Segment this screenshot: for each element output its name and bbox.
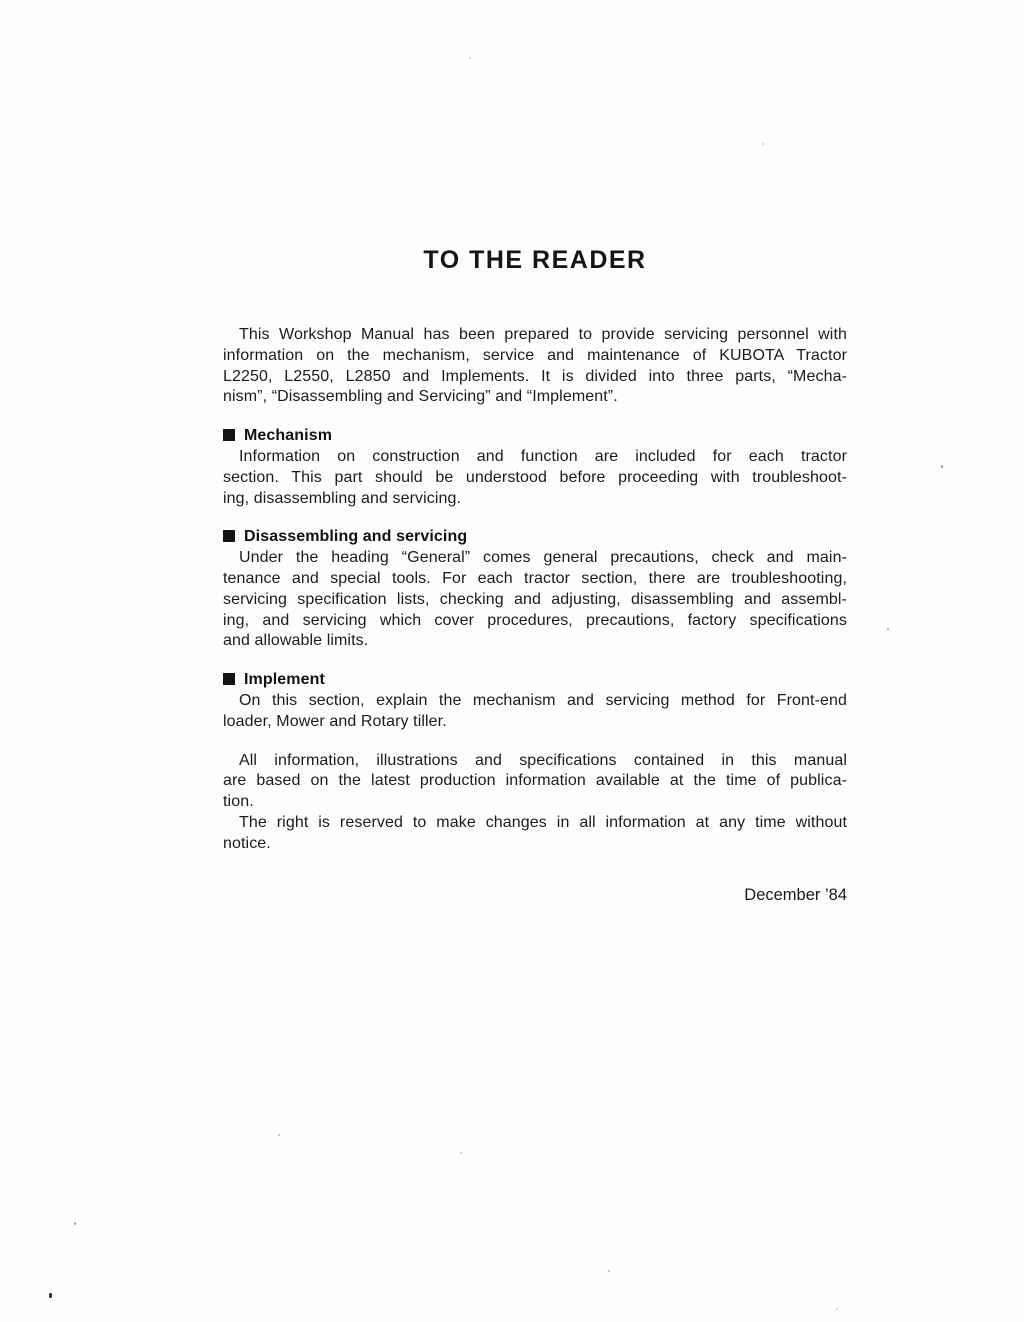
paragraph-block: [223, 691, 847, 733]
scan-speck: [469, 57, 471, 59]
section-heading: [223, 670, 847, 691]
text-line: tion.: [223, 793, 254, 811]
scan-speck: [887, 628, 889, 630]
scan-speck: [836, 1308, 838, 1310]
text-line: Information on construction and function are included for each tractor: [239, 447, 847, 465]
paragraph: [223, 548, 847, 652]
paragraph: [223, 751, 847, 813]
section-heading-label: Mechanism: [244, 427, 333, 445]
section-heading-label: Implement: [244, 671, 325, 689]
text-line: and allowable limits.: [223, 632, 369, 650]
section-heading: [223, 426, 847, 447]
text-line: All information, illustrations and specifications contained in this manual: [239, 751, 847, 769]
text-line: section. This part should be understood before proceeding with troubleshoot-: [223, 468, 847, 486]
text-line: On this section, explain the mechanism and servicing method for Front-end: [239, 691, 847, 709]
paragraph: [223, 447, 847, 509]
text-line: The right is reserved to make changes in all information at any time without: [239, 813, 847, 831]
scan-speck: [278, 1134, 280, 1136]
text-line: servicing specification lists, checking and adjusting, disassembling and assembl-: [223, 590, 847, 608]
square-bullet-icon: [223, 429, 235, 441]
paragraph: [223, 813, 847, 855]
paragraph-block: [223, 548, 847, 652]
text-line: are based on the latest production information available at the time of publica-: [223, 772, 847, 790]
text-line: Under the heading “General” comes general precautions, check and main-: [239, 549, 847, 567]
scan-speck: [74, 1222, 76, 1225]
section-heading-label: Disassembling and servicing: [244, 528, 468, 546]
paragraph: [223, 325, 847, 408]
text-line: nism”, “Disassembling and Servicing” and “Implement”.: [223, 388, 618, 406]
text-line: information on the mechanism, service and maintenance of KUBOTA Tractor: [223, 346, 847, 364]
section-heading: [223, 527, 847, 548]
text-line: This Workshop Manual has been prepared to provide servicing personnel with: [239, 326, 847, 343]
scan-speck: [941, 465, 943, 468]
paragraph-block: [223, 751, 847, 855]
text-line: loader, Mower and Rotary tiller.: [223, 712, 447, 730]
scan-speck: [608, 1270, 610, 1272]
paragraph: [223, 691, 847, 733]
scan-speck: [762, 143, 764, 145]
text-line: ing, disassembling and servicing.: [223, 489, 462, 507]
square-bullet-icon: [223, 530, 235, 542]
text-line: tenance and special tools. For each tractor section, there are troubleshooting,: [223, 569, 847, 587]
page-title: TO THE READER: [423, 246, 647, 274]
text-line: notice.: [223, 834, 271, 852]
publication-date: December ’84: [744, 885, 847, 904]
paragraph-block: [223, 325, 847, 408]
scan-speck: [49, 1293, 52, 1298]
scan-speck: [460, 1152, 462, 1154]
text-line: ing, and servicing which cover procedures, precautions, factory specifications: [223, 611, 847, 629]
paragraph-block: [223, 447, 847, 509]
text-column: [223, 325, 847, 855]
text-line: L2250, L2550, L2850 and Implements. It is divided into three parts, “Mecha-: [223, 367, 847, 385]
square-bullet-icon: [223, 673, 235, 685]
